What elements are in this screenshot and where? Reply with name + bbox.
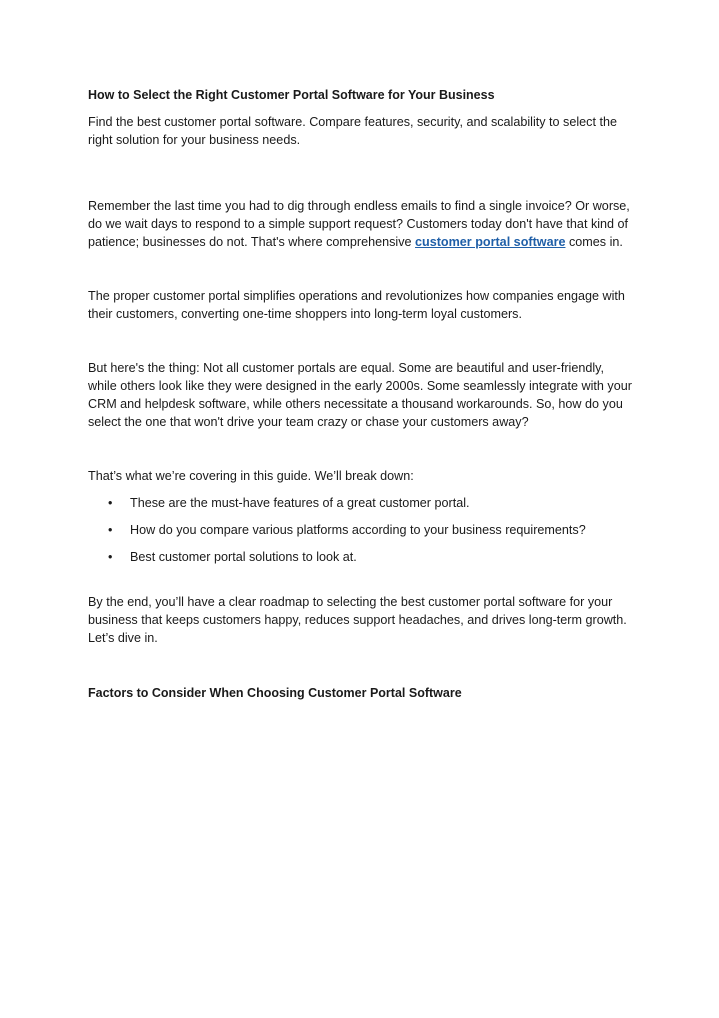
list-item bbox=[88, 494, 636, 512]
bullet-icon: • bbox=[108, 550, 113, 564]
bullet-icon: • bbox=[108, 496, 113, 510]
paragraph-remember bbox=[88, 197, 636, 251]
list-item-text: Best customer portal solutions to look at. bbox=[130, 550, 357, 564]
paragraph-proper-portal: The proper customer portal simplifies operations and revolutionizes how companies engage with their customers, converting one-time shoppers into long-term loyal customers. bbox=[88, 289, 625, 321]
section-heading: Factors to Consider When Choosing Customer Portal Software bbox=[88, 686, 462, 700]
bullet-list bbox=[88, 494, 636, 566]
paragraph-guide-intro: That’s what we’re covering in this guide. We’ll break down: bbox=[88, 469, 414, 483]
customer-portal-software-link[interactable]: customer portal software bbox=[415, 235, 566, 249]
list-item bbox=[88, 548, 636, 566]
list-item-text: How do you compare various platforms according to your business requirements? bbox=[130, 523, 586, 537]
paragraph-roadmap: By the end, you’ll have a clear roadmap to selecting the best customer portal software for your business that keeps customers happy, reduces support headaches, and drives long-term growth. Let’s dive in. bbox=[88, 595, 627, 645]
intro-paragraph: Find the best customer portal software. Compare features, security, and scalability to select the right solution for your business needs. bbox=[88, 115, 617, 147]
paragraph-not-equal: But here's the thing: Not all customer portals are equal. Some are beautiful and user-friendly, while others look like they were designed in the early 2000s. Some seamlessly integrate with your CRM and helpdesk software, while others necessitate a thousand workarounds. So, how do you select the one that won't drive your team crazy or chase your customers away? bbox=[88, 361, 632, 429]
bullet-icon: • bbox=[108, 523, 113, 537]
document-page bbox=[88, 86, 636, 702]
list-item bbox=[88, 521, 636, 539]
paragraph-remember-text: Remember the last time you had to dig through endless emails to find a single invoice? Or worse, do we wait days to respond to a simple support request? Customers today don't have that kind of patience; businesses do not. That's where comprehensive bbox=[88, 199, 630, 249]
document-title: How to Select the Right Customer Portal Software for Your Business bbox=[88, 88, 495, 102]
list-item-text: These are the must-have features of a great customer portal. bbox=[130, 496, 470, 510]
paragraph-remember-tail: comes in. bbox=[565, 235, 623, 249]
